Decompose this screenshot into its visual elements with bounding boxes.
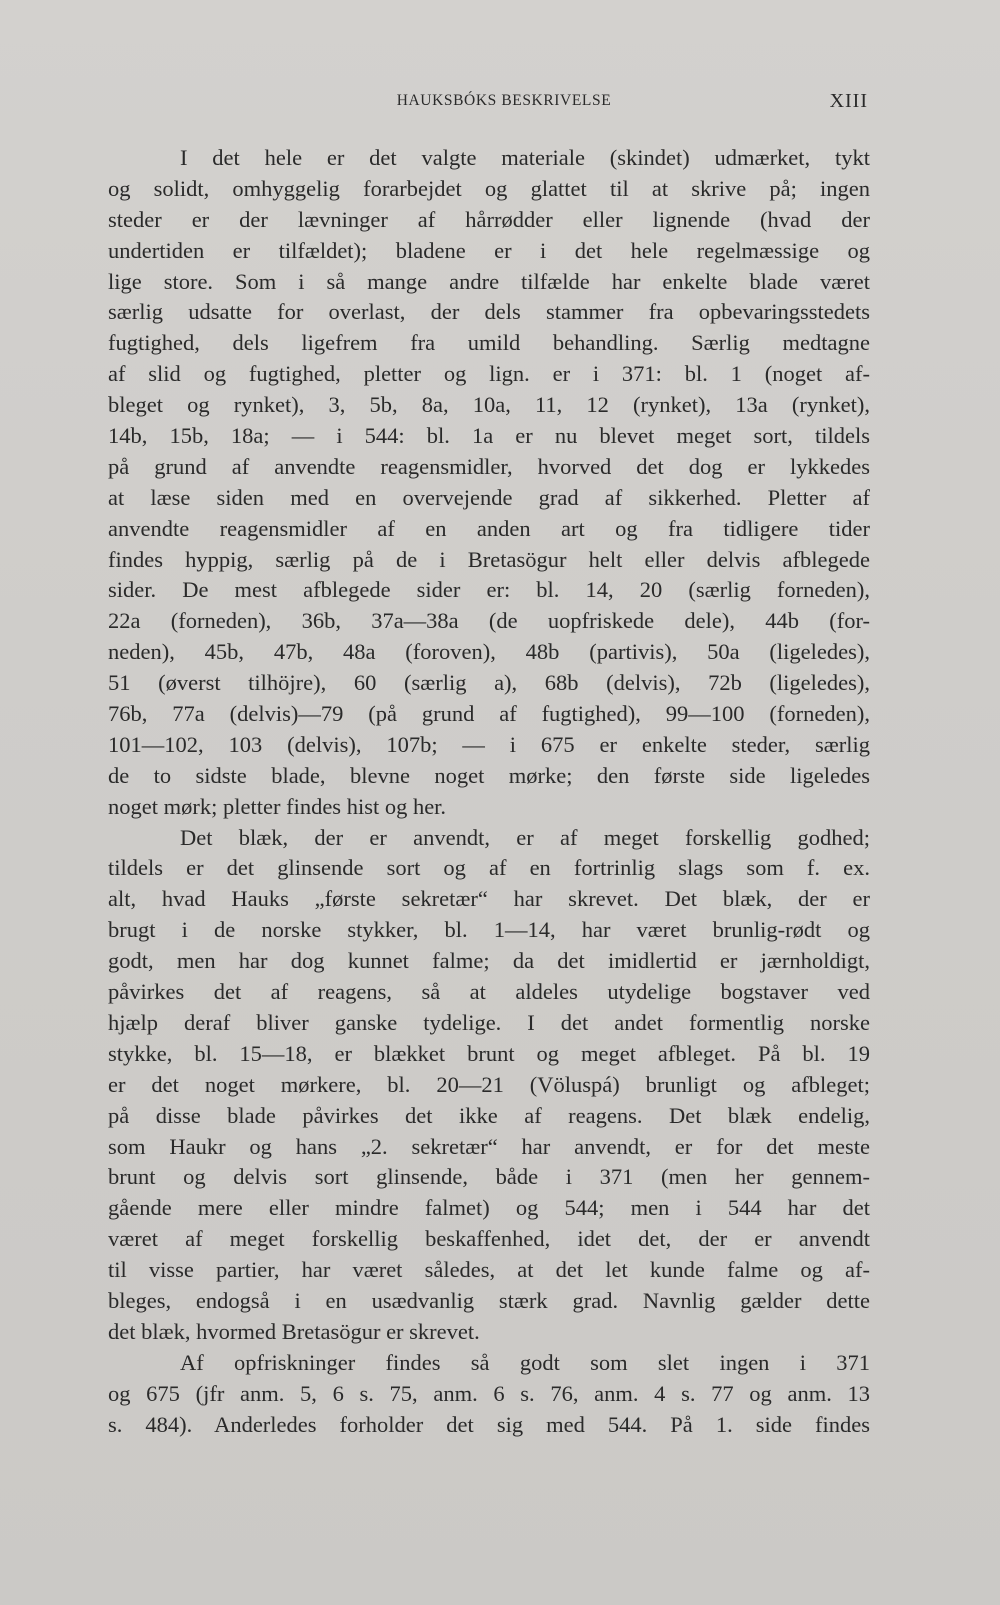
text-line: Det blæk, der er anvendt, er af meget forskellig godhed; — [180, 824, 870, 850]
text-line: til visse partier, har været således, at det let kunde falme og af- — [108, 1257, 870, 1283]
text-line: 101—102, 103 (delvis), 107b; — i 675 er enkelte steder, særlig — [108, 731, 870, 757]
text-line: gående mere eller mindre falmet) og 544; men i 544 har det — [108, 1195, 870, 1221]
text-line: på disse blade påvirkes det ikke af reagens. Det blæk endelig, — [108, 1102, 870, 1128]
text-line: og solidt, omhyggelig forarbejdet og glattet til at skrive på; ingen — [108, 175, 870, 201]
text-line: bleget og rynket), 3, 5b, 8a, 10a, 11, 12 (rynket), 13a (rynket), — [108, 392, 870, 418]
text-line: er det noget mørkere, bl. 20—21 (Völuspá) brunligt og afbleget; — [108, 1071, 870, 1097]
text-line: Af opfriskninger findes så godt som slet ingen i 371 — [180, 1349, 870, 1375]
text-line: lige store. Som i så mange andre tilfælde har enkelte blade været — [108, 268, 870, 294]
text-line: særlig udsatte for overlast, der dels stammer fra opbevaringsstedets — [108, 299, 870, 325]
text-line: og 675 (jfr anm. 5, 6 s. 75, anm. 6 s. 76, anm. 4 s. 77 og anm. 13 — [108, 1380, 870, 1406]
text-line: som Haukr og hans „2. sekretær“ har anvendt, er for det meste — [108, 1133, 870, 1159]
text-line: de to sidste blade, blevne noget mørke; den første side ligeledes — [108, 762, 870, 788]
text-line: af slid og fugtighed, pletter og lign. er i 371: bl. 1 (noget af- — [108, 361, 870, 387]
text-line: brugt i de norske stykker, bl. 1—14, har været brunlig-rødt og — [108, 917, 870, 943]
text-line: godt, men har dog kunnet falme; da det imidlertid er jærnholdigt, — [108, 948, 870, 974]
text-line: noget mørk; pletter findes hist og her. — [108, 793, 447, 819]
text-line: anvendte reagensmidler af en anden art og fra tidligere tider — [108, 515, 870, 541]
running-head — [108, 92, 870, 116]
page-number: XIII — [829, 90, 868, 112]
text-line: brunt og delvis sort glinsende, både i 371 (men her gennem- — [108, 1164, 870, 1190]
text-line: bleges, endogså i en usædvanlig stærk grad. Navnlig gælder dette — [108, 1287, 870, 1313]
text-line: steder er der lævninger af hårrødder eller lignende (hvad der — [108, 206, 870, 232]
text-line: sider. De mest afblegede sider er: bl. 14, 20 (særlig forneden), — [108, 577, 870, 603]
text-line: neden), 45b, 47b, 48a (foroven), 48b (partivis), 50a (ligeledes), — [108, 639, 870, 665]
text-line: det blæk, hvormed Bretasögur er skrevet. — [108, 1318, 480, 1344]
text-line: findes hyppig, særlig på de i Bretasögur helt eller delvis afblegede — [108, 546, 870, 572]
text-line: I det hele er det valgte materiale (skindet) udmærket, tykt — [180, 145, 870, 170]
text-line: 76b, 77a (delvis)—79 (på grund af fugtighed), 99—100 (forneden), — [108, 701, 870, 727]
text-line: undertiden er tilfældet); bladene er i det hele regelmæssige og — [108, 237, 870, 263]
text-line: 51 (øverst tilhöjre), 60 (særlig a), 68b (delvis), 72b (ligeledes), — [108, 670, 870, 696]
text-line: fugtighed, dels ligefrem fra umild behandling. Særlig medtagne — [108, 330, 870, 356]
text-line: 14b, 15b, 18a; — i 544: bl. 1a er nu blevet meget sort, tildels — [108, 423, 870, 449]
text-line: på grund af anvendte reagensmidler, hvorved det dog er lykkedes — [108, 453, 870, 479]
text-line: 22a (forneden), 36b, 37a—38a (de uopfriskede dele), 44b (for- — [108, 608, 870, 634]
text-line: tildels er det glinsende sort og af en fortrinlig slags som f. ex. — [108, 855, 870, 881]
body-text — [108, 143, 870, 1440]
text-line: stykke, bl. 15—18, er blækket brunt og meget afbleget. På bl. 19 — [108, 1040, 870, 1066]
running-title: HAUKSBÓKS BESKRIVELSE — [396, 92, 612, 109]
text-line: været af meget forskellig beskaffenhed, idet det, der er anvendt — [108, 1226, 870, 1252]
text-line: påvirkes det af reagens, så at aldeles utydelige bogstaver ved — [108, 979, 870, 1005]
text-line: s. 484). Anderledes forholder det sig med 544. På 1. side findes — [108, 1411, 870, 1437]
text-line: alt, hvad Hauks „første sekretær“ har skrevet. Det blæk, der er — [108, 886, 870, 912]
text-line: at læse siden med en overvejende grad af sikkerhed. Pletter af — [108, 484, 870, 510]
text-line: hjælp deraf bliver ganske tydelige. I det andet formentlig norske — [108, 1009, 870, 1035]
